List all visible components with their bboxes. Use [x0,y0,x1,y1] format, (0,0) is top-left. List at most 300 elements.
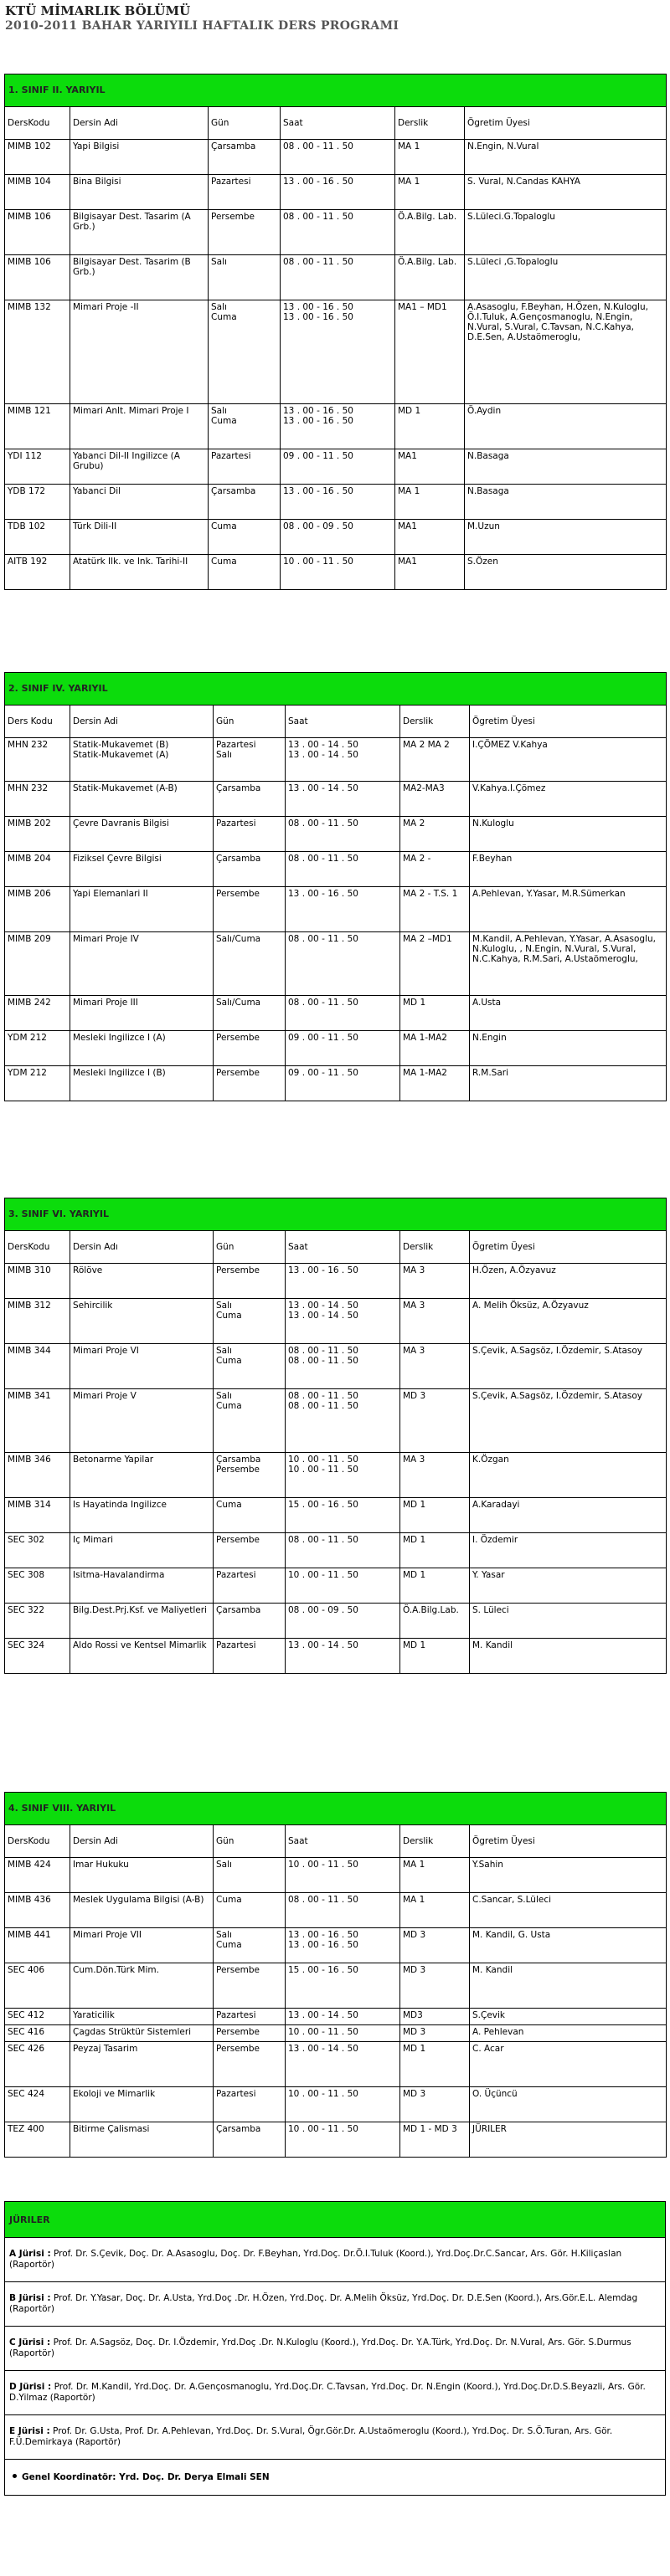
table-row [5,887,667,932]
table-row [5,1893,667,1928]
cell-name: Ekoloji ve Mimarlik [70,2087,214,2122]
cell-time: 13 . 00 - 16 . 50 [281,175,395,210]
cell-day: Salı/Cuma [214,996,286,1031]
cell-room: MD 3 [400,2025,470,2042]
cell-code: MIMB 436 [5,1893,70,1928]
cell-teacher: A. Melih Öksüz, A.Özyavuz [470,1299,667,1344]
cell-day: Persembe [214,1264,286,1299]
table-row [5,817,667,852]
table-row [5,2009,667,2025]
cell-code: MIMB 314 [5,1498,70,1533]
column-header-room: Derslik [400,1825,470,1858]
cell-time: 15 . 00 - 16 . 50 [286,1963,400,2009]
juri-item [5,2327,666,2371]
cell-teacher: A.Karadayi [470,1498,667,1533]
cell-name: Bilg.Dest.Prj.Ksf. ve Maliyetleri [70,1604,214,1639]
cell-name: Çagdas Strüktür Sistemleri [70,2025,214,2042]
juri-item [5,2371,666,2415]
cell-teacher: R.M.Sari [470,1066,667,1101]
cell-time: 13 . 00 - 16 . 50 [286,1264,400,1299]
cell-room: MA 1-MA2 [400,1066,470,1101]
cell-teacher: N.Basaga [465,449,667,485]
cell-teacher: N.Engin, N.Vural [465,140,667,175]
cell-name: Bilgisayar Dest. Tasarim (B Grb.) [70,255,209,300]
section-title: 4. SINIF VIII. YARIYIL [5,1793,667,1825]
cell-room: MA 1 [400,1858,470,1893]
cell-name: Yabanci Dil-II Ingilizce (A Grubu) [70,449,209,485]
cell-code: MIMB 344 [5,1344,70,1389]
cell-teacher: I. Özdemir [470,1533,667,1568]
cell-time: 09 . 00 - 11 . 50 [281,449,395,485]
cell-day: Salı Cuma [214,1344,286,1389]
cell-name: Çevre Davranis Bilgisi [70,817,214,852]
cell-time: 13 . 00 - 16 . 50 13 . 00 - 16 . 50 [281,404,395,449]
cell-day: Persembe [214,1066,286,1101]
table-row [5,1963,667,2009]
cell-teacher: S. Vural, N.Candas KAHYA [465,175,667,210]
cell-time: 13 . 00 - 14 . 50 [286,2009,400,2025]
cell-code: TDB 102 [5,520,70,555]
cell-room: MD 1 [400,1568,470,1604]
cell-day: Salı Cuma [214,1928,286,1963]
cell-teacher: N.Basaga [465,485,667,520]
cell-time: 13 . 00 - 16 . 50 13 . 00 - 16 . 50 [281,300,395,404]
table-row [5,140,667,175]
cell-code: MIMB 209 [5,932,70,996]
cell-name: Yaraticilik [70,2009,214,2025]
cell-time: 09 . 00 - 11 . 50 [286,1066,400,1101]
schedule-table [4,1198,667,1674]
cell-room: MA1 [395,520,465,555]
cell-code: YDB 172 [5,485,70,520]
cell-day: Çarsamba [209,485,281,520]
cell-room: MA 1 [395,140,465,175]
table-row [5,2042,667,2087]
cell-day: Salı Cuma [209,404,281,449]
column-header-day: Gün [214,1231,286,1264]
cell-code: SEC 302 [5,1533,70,1568]
cell-day: Çarsamba [209,140,281,175]
column-header-teacher: Ögretim Üyesi [470,706,667,738]
cell-day: Çarsamba [214,852,286,887]
cell-day: Pazartesi [214,1639,286,1674]
cell-name: Mimari Proje -II [70,300,209,404]
cell-day: Persembe [214,1963,286,2009]
cell-name: Bilgisayar Dest. Tasarim (A Grb.) [70,210,209,255]
table-row [5,1453,667,1498]
cell-code: SEC 406 [5,1963,70,2009]
schedule-table [4,1792,667,2158]
cell-room: MA 1 [395,175,465,210]
column-header-teacher: Ögretim Üyesi [470,1231,667,1264]
cell-teacher: K.Özgan [470,1453,667,1498]
cell-time: 13 . 00 - 16 . 50 [286,887,400,932]
cell-room: Ö.A.Bilg. Lab. [395,255,465,300]
cell-name: Mesleki Ingilizce I (A) [70,1031,214,1066]
cell-teacher: V.Kahya.I.Çömez [470,782,667,817]
cell-day: Çarsamba [214,2122,286,2158]
table-row [5,932,667,996]
cell-time: 08 . 00 - 11 . 50 [286,852,400,887]
cell-name: Türk Dili-II [70,520,209,555]
cell-day: Çarsamba [214,782,286,817]
juri-item [5,2238,666,2282]
juri-label: C Jürisi : [9,2337,51,2348]
cell-day: Salı Cuma [214,1389,286,1453]
cell-name: Betonarme Yapilar [70,1453,214,1498]
cell-teacher: C. Acar [470,2042,667,2087]
cell-teacher: A.Pehlevan, Y.Yasar, M.R.Sümerkan [470,887,667,932]
cell-teacher: S.Çevik, A.Sagsöz, I.Özdemir, S.Atasoy [470,1389,667,1453]
cell-code: SEC 424 [5,2087,70,2122]
cell-room: MD 3 [400,1389,470,1453]
table-row [5,210,667,255]
cell-teacher: Y. Yasar [470,1568,667,1604]
cell-room: MD 1 [400,996,470,1031]
cell-room: MD 3 [400,1928,470,1963]
cell-day: Salı Cuma [209,300,281,404]
cell-code: MIMB 102 [5,140,70,175]
cell-code: MIMB 312 [5,1299,70,1344]
cell-time: 10 . 00 - 11 . 50 [286,1568,400,1604]
table-row [5,1389,667,1453]
cell-room: MA 3 [400,1299,470,1344]
section-title: 3. SINIF VI. YARIYIL [5,1198,667,1231]
table-row [5,2025,667,2042]
cell-name: Is Hayatinda Ingilizce [70,1498,214,1533]
cell-day: Persembe [214,2042,286,2087]
cell-name: Mesleki Ingilizce I (B) [70,1066,214,1101]
cell-room: MD 3 [400,2087,470,2122]
column-header-teacher: Ögretim Üyesi [470,1825,667,1858]
column-header-time: Saat [286,1231,400,1264]
cell-teacher: N.Engin [470,1031,667,1066]
juri-text: Prof. Dr. G.Usta, Prof. Dr. A.Pehlevan, Yrd.Doç. Dr. S.Vural, Ögr.Gör.Dr. A.Ustaömeroglu (Koord.), Yrd.Doç. Dr. S.Ö.Turan, Ars. Gör. F.Ü.Demirkaya (Raportör) [9,2426,613,2447]
column-header-time: Saat [286,1825,400,1858]
cell-name: Atatürk Ilk. ve Ink. Tarihi-II [70,555,209,590]
cell-time: 08 . 00 - 09 . 50 [286,1604,400,1639]
cell-time: 08 . 00 - 11 . 50 08 . 00 - 11 . 50 [286,1389,400,1453]
cell-code: MIMB 441 [5,1928,70,1963]
juri-text: Prof. Dr. A.Sagsöz, Doç. Dr. I.Özdemir, Yrd.Doç .Dr. N.Kuloglu (Koord.), Yrd.Doç. Dr. Y.A.Türk, Yrd.Doç. Dr. N.Vural, Ars. Gör. S.Durmus (Raportör) [9,2337,631,2358]
cell-code: MIMB 310 [5,1264,70,1299]
cell-code: MIMB 202 [5,817,70,852]
cell-time: 13 . 00 - 14 . 50 13 . 00 - 14 . 50 [286,1299,400,1344]
table-row [5,555,667,590]
cell-room: MD3 [400,2009,470,2025]
cell-teacher: JÜRILER [470,2122,667,2158]
header-row [5,1825,667,1858]
table-row [5,782,667,817]
cell-teacher: S.Çevik, A.Sagsöz, I.Özdemir, S.Atasoy [470,1344,667,1389]
cell-teacher: S.Özen [465,555,667,590]
table-row [5,1264,667,1299]
cell-time: 10 . 00 - 11 . 50 [286,2087,400,2122]
page-header [5,3,399,33]
cell-name: Iç Mimari [70,1533,214,1568]
cell-teacher: M. Kandil, G. Usta [470,1928,667,1963]
cell-time: 09 . 00 - 11 . 50 [286,1031,400,1066]
table-row [5,738,667,782]
table-row [5,1066,667,1101]
cell-code: MIMB 106 [5,255,70,300]
cell-code: MIMB 132 [5,300,70,404]
juri-title: JÜRILER [5,2202,666,2238]
cell-day: Pazartesi [214,817,286,852]
column-header-code: Ders Kodu [5,706,70,738]
cell-teacher: C.Sancar, S.Lüleci [470,1893,667,1928]
cell-room: MA 2 –MD1 [400,932,470,996]
cell-name: Yabanci Dil [70,485,209,520]
cell-code: SEC 308 [5,1568,70,1604]
bullet-icon [13,2474,17,2478]
cell-teacher: S.Lüleci ,G.Topaloglu [465,255,667,300]
cell-time: 08 . 00 - 11 . 50 [286,1893,400,1928]
cell-room: MA 2 MA 2 [400,738,470,782]
section-title: 1. SINIF II. YARIYIL [5,74,667,107]
cell-name: Mimari Proje VII [70,1928,214,1963]
column-header-teacher: Ögretim Üyesi [465,107,667,140]
section-title: 2. SINIF IV. YARIYIL [5,673,667,706]
cell-room: MA1 [395,449,465,485]
cell-name: Bina Bilgisi [70,175,209,210]
cell-teacher: S.Çevik [470,2009,667,2025]
cell-room: MD 1 [400,1639,470,1674]
cell-code: AITB 192 [5,555,70,590]
column-header-day: Gün [214,706,286,738]
cell-day: Çarsamba Persembe [214,1453,286,1498]
cell-time: 13 . 00 - 14 . 50 [286,1639,400,1674]
cell-teacher: M.Uzun [465,520,667,555]
cell-room: MA 1 [400,1893,470,1928]
cell-time: 08 . 00 - 11 . 50 [286,932,400,996]
cell-day: Pazartesi [214,2087,286,2122]
cell-time: 13 . 00 - 16 . 50 13 . 00 - 16 . 50 [286,1928,400,1963]
cell-day: Çarsamba [214,1604,286,1639]
cell-code: TEZ 400 [5,2122,70,2158]
table-row [5,300,667,404]
table-row [5,520,667,555]
cell-room: MD 1 [400,2042,470,2087]
cell-room: MA 3 [400,1264,470,1299]
column-header-time: Saat [286,706,400,738]
juri-label: B Jürisi : [9,2293,51,2303]
cell-code: YDM 212 [5,1031,70,1066]
cell-name: Mimari Proje IV [70,932,214,996]
table-row [5,1533,667,1568]
cell-teacher: S.Lüleci.G.Topaloglu [465,210,667,255]
page-subtitle: 2010-2011 BAHAR YARIYILI HAFTALIK DERS PROGRAMI [5,19,399,33]
cell-day: Cuma [214,1498,286,1533]
cell-name: Meslek Uygulama Bilgisi (A-B) [70,1893,214,1928]
cell-room: MA 2 [400,817,470,852]
cell-day: Persembe [209,210,281,255]
cell-teacher: M. Kandil [470,1963,667,2009]
cell-room: Ö.A.Bilg. Lab. [395,210,465,255]
table-row [5,175,667,210]
table-row [5,2122,667,2158]
cell-code: MHN 232 [5,782,70,817]
table-row [5,2087,667,2122]
table-row [5,1639,667,1674]
cell-room: MA 2 - T.S. 1 [400,887,470,932]
cell-teacher: S. Lüleci [470,1604,667,1639]
cell-room: MA1 – MD1 [395,300,465,404]
cell-code: MIMB 121 [5,404,70,449]
cell-teacher: M. Kandil [470,1639,667,1674]
cell-room: MD 1 [395,404,465,449]
cell-name: Bitirme Çalismasi [70,2122,214,2158]
cell-room: Ö.A.Bilg.Lab. [400,1604,470,1639]
table-row [5,1031,667,1066]
coordinator-text: Genel Koordinatör: Yrd. Doç. Dr. Derya Elmali SEN [22,2471,270,2482]
cell-teacher: A. Pehlevan [470,2025,667,2042]
cell-code: MIMB 242 [5,996,70,1031]
cell-code: MHN 232 [5,738,70,782]
table-row [5,1858,667,1893]
cell-room: MA2-MA3 [400,782,470,817]
cell-teacher: F.Beyhan [470,852,667,887]
cell-name: Mimari Proje VI [70,1344,214,1389]
table-row [5,485,667,520]
cell-code: MIMB 106 [5,210,70,255]
cell-day: Salı Cuma [214,1299,286,1344]
cell-name: Yapi Elemanlari II [70,887,214,932]
cell-code: MIMB 204 [5,852,70,887]
column-header-day: Gün [214,1825,286,1858]
cell-time: 10 . 00 - 11 . 50 [286,1858,400,1893]
header-row [5,1231,667,1264]
cell-name: Rölöve [70,1264,214,1299]
cell-teacher: Ö.Aydin [465,404,667,449]
cell-room: MA 1 [395,485,465,520]
cell-code: YDM 212 [5,1066,70,1101]
juri-text: Prof. Dr. M.Kandil, Yrd.Doç. Dr. A.Gençosmanoglu, Yrd.Doç.Dr. C.Tavsan, Yrd.Doç. Dr. N.Engin (Koord.), Yrd.Doç.Dr.D.S.Beyazli, Ars. Gör. D.Yilmaz (Raportör) [9,2382,646,2403]
cell-day: Pazartesi Salı [214,738,286,782]
schedule-table [4,672,667,1101]
juri-label: A Jürisi : [9,2249,51,2259]
cell-day: Pazartesi [209,449,281,485]
column-header-day: Gün [209,107,281,140]
table-row [5,1344,667,1389]
cell-name: Cum.Dön.Türk Mim. [70,1963,214,2009]
cell-day: Persembe [214,1533,286,1568]
cell-time: 10 . 00 - 11 . 50 10 . 00 - 11 . 50 [286,1453,400,1498]
column-header-name: Dersin Adi [70,1825,214,1858]
cell-day: Persembe [214,2025,286,2042]
cell-teacher: I.ÇÖMEZ V.Kahya [470,738,667,782]
table-row [5,852,667,887]
column-header-room: Derslik [400,706,470,738]
cell-teacher: M.Kandil, A.Pehlevan, Y.Yasar, A.Asasoglu, N.Kuloglu, , N.Engin, N.Vural, S.Vural, N.C.Kahya, R.M.Sari, A.Ustaömeroglu, [470,932,667,996]
cell-room: MA 2 - [400,852,470,887]
cell-room: MA 3 [400,1453,470,1498]
schedule-table [4,74,667,590]
cell-name: Aldo Rossi ve Kentsel Mimarlik [70,1639,214,1674]
header-row [5,107,667,140]
cell-name: Sehircilik [70,1299,214,1344]
cell-time: 13 . 00 - 14 . 50 [286,2042,400,2087]
cell-name: Isitma-Havalandirma [70,1568,214,1604]
cell-day: Cuma [209,555,281,590]
cell-day: Pazartesi [209,175,281,210]
cell-room: MD 1 - MD 3 [400,2122,470,2158]
table-row [5,1498,667,1533]
table-row [5,1299,667,1344]
cell-room: MD 3 [400,1963,470,2009]
table-row [5,996,667,1031]
cell-code: MIMB 346 [5,1453,70,1498]
juri-text: Prof. Dr. S.Çevik, Doç. Dr. A.Asasoglu, Doç. Dr. F.Beyhan, Yrd.Doç. Dr.Ö.I.Tuluk (Koord.), Yrd.Doç.Dr.C.Sancar, Ars. Gör. H.Kiliçaslan (Raportör) [9,2249,622,2270]
cell-name: Statik-Mukavemet (A-B) [70,782,214,817]
cell-code: YDI 112 [5,449,70,485]
cell-time: 08 . 00 - 09 . 50 [281,520,395,555]
coordinator-row [5,2460,666,2496]
column-header-room: Derslik [395,107,465,140]
cell-time: 08 . 00 - 11 . 50 [281,255,395,300]
table-row [5,449,667,485]
cell-time: 10 . 00 - 11 . 50 [286,2122,400,2158]
header-row [5,706,667,738]
column-header-room: Derslik [400,1231,470,1264]
cell-name: Peyzaj Tasarim [70,2042,214,2087]
cell-time: 10 . 00 - 11 . 50 [281,555,395,590]
cell-time: 15 . 00 - 16 . 50 [286,1498,400,1533]
cell-day: Salı/Cuma [214,932,286,996]
cell-day: Cuma [209,520,281,555]
cell-code: SEC 416 [5,2025,70,2042]
column-header-code: DersKodu [5,1825,70,1858]
cell-teacher: Y.Sahin [470,1858,667,1893]
cell-day: Salı [209,255,281,300]
cell-time: 08 . 00 - 11 . 50 [286,817,400,852]
column-header-code: DersKodu [5,107,70,140]
cell-name: Mimari Proje III [70,996,214,1031]
cell-time: 10 . 00 - 11 . 50 [286,2025,400,2042]
cell-day: Pazartesi [214,2009,286,2025]
cell-day: Cuma [214,1893,286,1928]
cell-code: SEC 322 [5,1604,70,1639]
cell-room: MA1 [395,555,465,590]
cell-code: MIMB 424 [5,1858,70,1893]
cell-day: Persembe [214,887,286,932]
cell-room: MA 1-MA2 [400,1031,470,1066]
cell-time: 08 . 00 - 11 . 50 08 . 00 - 11 . 50 [286,1344,400,1389]
cell-day: Pazartesi [214,1568,286,1604]
cell-room: MD 1 [400,1498,470,1533]
table-row [5,404,667,449]
cell-day: Persembe [214,1031,286,1066]
cell-name: Statik-Mukavemet (B) Statik-Mukavemet (A) [70,738,214,782]
cell-name: Fiziksel Çevre Bilgisi [70,852,214,887]
cell-name: Yapi Bilgisi [70,140,209,175]
table-row [5,1568,667,1604]
cell-time: 13 . 00 - 16 . 50 [281,485,395,520]
cell-code: SEC 324 [5,1639,70,1674]
column-header-time: Saat [281,107,395,140]
cell-code: MIMB 104 [5,175,70,210]
page-title: KTÜ MİMARLIK BÖLÜMÜ [5,3,191,18]
column-header-name: Dersin Adı [70,1231,214,1264]
table-row [5,255,667,300]
cell-name: Mimari Anlt. Mimari Proje I [70,404,209,449]
juri-item [5,2282,666,2327]
juri-label: D Jürisi : [9,2382,52,2392]
column-header-name: Dersin Adi [70,107,209,140]
cell-room: MD 1 [400,1533,470,1568]
cell-code: MIMB 206 [5,887,70,932]
juri-item [5,2415,666,2460]
